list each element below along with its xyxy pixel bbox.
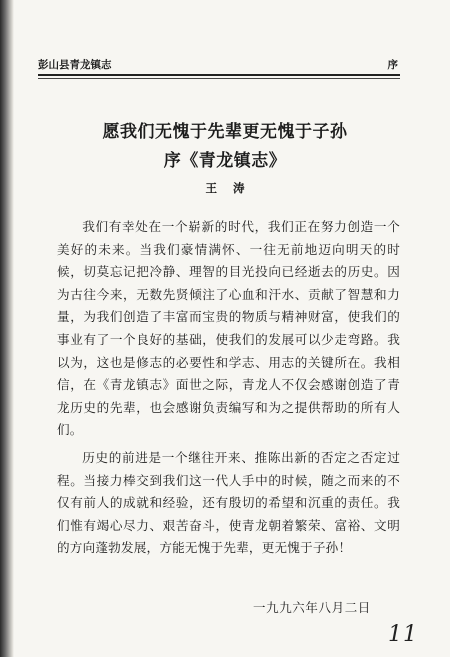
running-header (38, 55, 398, 75)
paragraph-1: 我们有幸处在一个崭新的时代，我们正在努力创造一个美好的未来。当我们豪情满怀、一往无前地迈向明天的时候，切莫忘记把冷静、理智的目光投向已经逝去的历史。因为古往今来，无数先贤倾注了心血和汗水、贡献了智慧和力量，为我们创造了丰富而宝贵的物质与精神财富，使我们的事业有了一个良好的基础，使我们的发展可以少走弯路。我以为，这也是修志的必要性和学志、用志的关键所在。我相信，在《青龙镇志》面世之际，青龙人不仅会感谢创造了青龙历史的先辈，也会感谢负责编写和为之提供帮助的所有人们。 (57, 219, 400, 438)
header-rule-thick (38, 74, 400, 76)
scan-edge-shadow (0, 0, 14, 657)
article-subtitle: 序《青龙镇志》 (163, 151, 287, 171)
book-title: 彭山县青龙镇志 (38, 59, 112, 71)
paragraph-2: 历史的前进是一个继往开来、推陈出新的否定之否定过程。当接力棒交到我们这一代人手中的时候，随之而来的不仅有前人的成就和经验，还有殷切的希望和沉重的责任。我们惟有竭心尽力、艰苦奋斗，使青龙朝着繁荣、富裕、文明的方向蓬勃发展，方能无愧于先辈，更无愧于子孙！ (57, 449, 400, 556)
article-title: 愿我们无愧于先辈更无愧于子孙 (102, 122, 348, 142)
header-rule-thin (38, 78, 400, 79)
signature-date: 一九九六年八月二日 (253, 600, 371, 615)
author-name: 王涛 (205, 181, 261, 195)
article-body (57, 216, 400, 565)
handwritten-page-number: 11 (388, 622, 418, 647)
section-label: 序 (387, 59, 398, 71)
